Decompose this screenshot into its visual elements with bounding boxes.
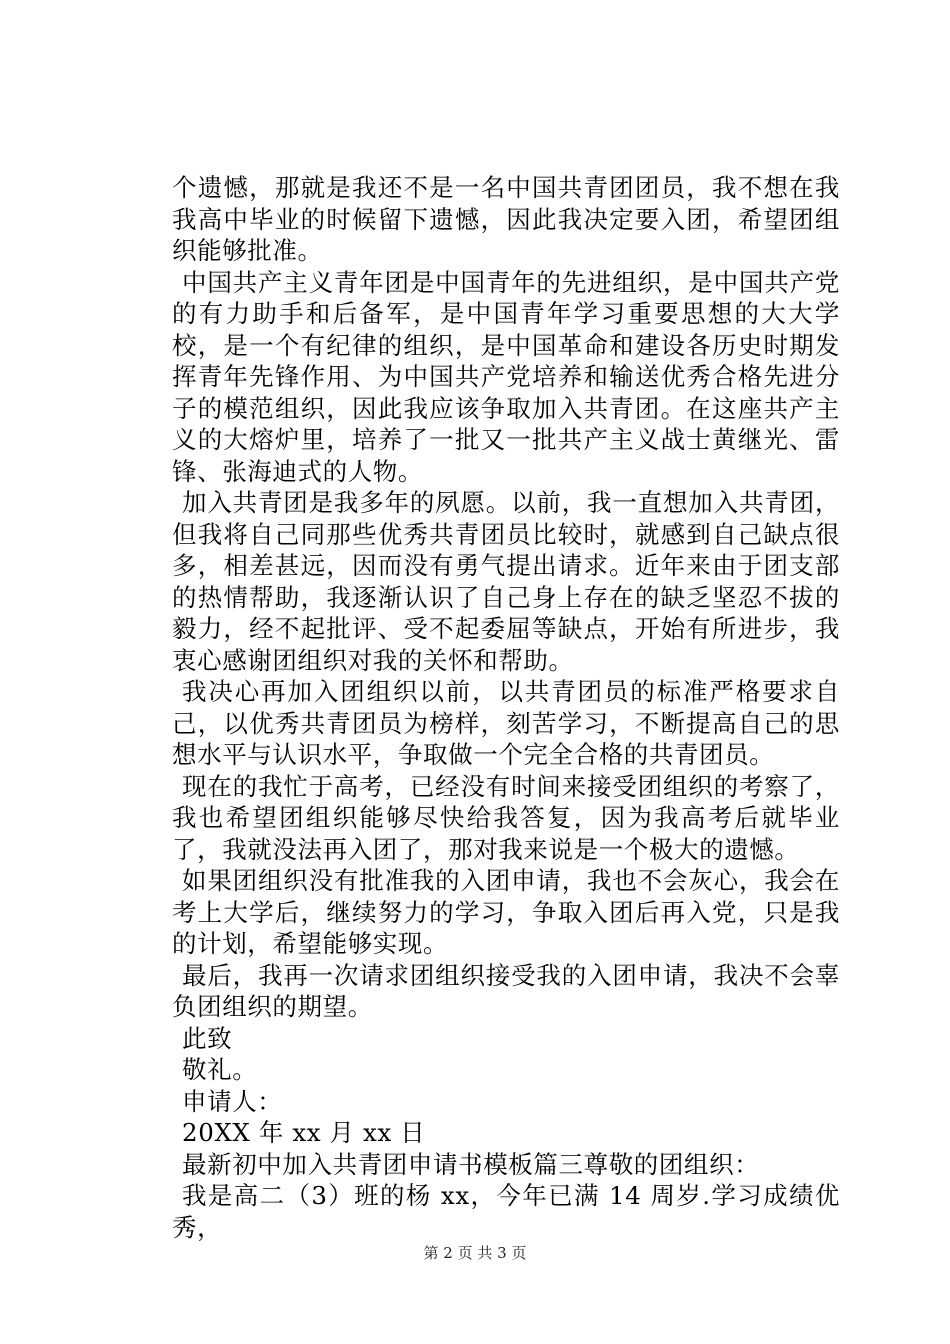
section-heading: 最新初中加入共青团申请书模板篇三尊敬的团组织： (182, 1149, 760, 1179)
closing-regards: 敬礼。 (182, 1055, 258, 1084)
paragraph: 如果团组织没有批准我的入团申请，我也不会灰心，我会在考上大学后，继续努力的学习，争取入团后再入党，只是我的计划，希望能够实现。 (172, 866, 840, 958)
paragraph: 加入共青团是我多年的夙愿。以前，我一直想加入共青团，但我将自己同那些优秀共青团员比较时，就感到自己缺点很多，相差甚远，因而没有勇气提出请求。近年来由于团支部的热情帮助，我逐渐认识了自己身上存在的缺乏坚忍不拔的毅力，经不起批评、受不起委屈等缺点，开始有所进步，我衷心感谢团组织对我的关怀和帮助。 (172, 488, 840, 675)
page-footer: 第 2 页 共 3 页 (423, 1244, 527, 1262)
document-body (172, 172, 840, 1243)
paragraph: 个遗憾，那就是我还不是一名中国共青团团员，我不想在我我高中毕业的时候留下遗憾，因此我决定要入团，希望团组织能够批准。 (172, 173, 840, 265)
closing-salutation: 此致 (182, 1023, 233, 1053)
applicant-label: 申请人： (182, 1086, 283, 1116)
paragraph: 最后，我再一次请求团组织接受我的入团申请，我决不会辜负团组织的期望。 (172, 960, 840, 1021)
date-line: 20XX 年 xx 月 xx 日 (182, 1118, 426, 1147)
paragraph: 我是高二（3）班的杨 xx，今年已满 14 周岁.学习成绩优秀， (172, 1181, 840, 1242)
paragraph: 中国共产主义青年团是中国青年的先进组织，是中国共产党的有力助手和后备军，是中国青年学习重要思想的大大学校，是一个有纪律的组织，是中国革命和建设各历史时期发挥青年先锋作用、为中国共产党培养和输送优秀合格先进分子的模范组织，因此我应该争取加入共青团。在这座共产主义的大熔炉里，培养了一批又一批共产主义战士黄继光、雷锋、张海迪式的人物。 (172, 267, 840, 486)
paragraph: 我决心再加入团组织以前，以共青团员的标准严格要求自己，以优秀共青团员为榜样，刻苦学习，不断提高自己的思想水平与认识水平，争取做一个完全合格的共青团员。 (172, 677, 840, 769)
paragraph: 现在的我忙于高考，已经没有时间来接受团组织的考察了，我也希望团组织能够尽快给我答复，因为我高考后就毕业了，我就没法再入团了，那对我来说是一个极大的遗憾。 (172, 771, 840, 864)
